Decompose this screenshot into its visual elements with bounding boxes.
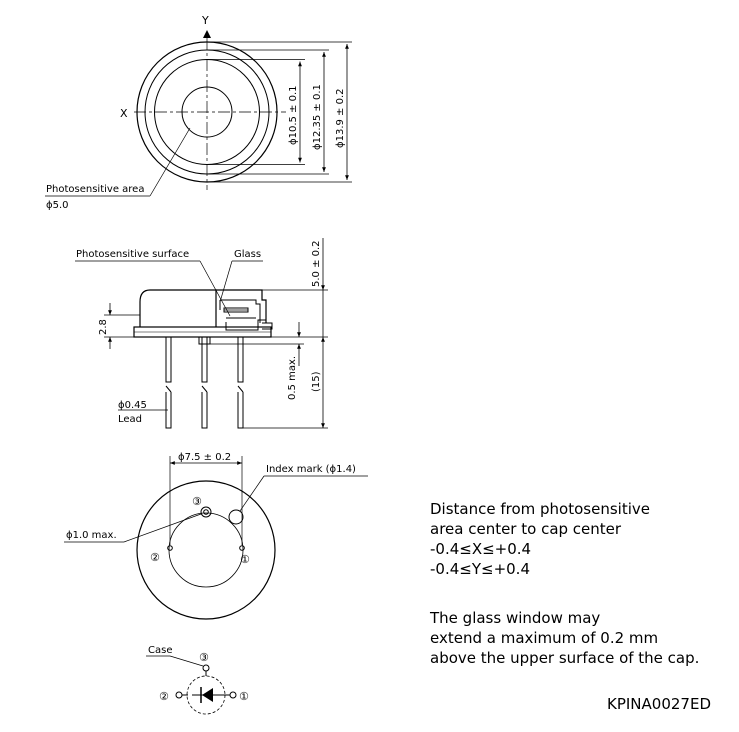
pin-3-dot bbox=[201, 507, 211, 517]
document-code: KPINA0027ED bbox=[607, 695, 711, 713]
note-line-1: Distance from photosensitive bbox=[430, 500, 650, 518]
cap-body bbox=[140, 290, 216, 327]
glass-label: Glass bbox=[234, 249, 262, 260]
axis-y-label: Y bbox=[202, 14, 209, 27]
note-line-3: -0.4≤X≤+0.4 bbox=[430, 540, 532, 558]
schematic bbox=[146, 645, 249, 714]
note-line-5: The glass window may bbox=[430, 609, 601, 627]
note-line-2: area center to cap center bbox=[430, 520, 622, 538]
side-view bbox=[75, 238, 328, 428]
case-label: Case bbox=[148, 645, 173, 656]
photosensitive-surface-label: Photosensitive surface bbox=[76, 249, 190, 260]
base-height-label: 2.8 bbox=[98, 319, 109, 335]
schematic-pin3-label: ③ bbox=[199, 651, 209, 664]
dim-inner-label: ϕ10.5 ± 0.1 bbox=[288, 85, 299, 145]
height-label: 5.0 ± 0.2 bbox=[311, 240, 322, 287]
note-line-4: -0.4≤Y≤+0.4 bbox=[430, 560, 530, 578]
top-view bbox=[45, 14, 352, 211]
pitch-label: ϕ7.5 ± 0.2 bbox=[178, 452, 232, 463]
lead-dia-label: ϕ0.45 bbox=[118, 400, 147, 411]
pin-max-label: ϕ1.0 max. bbox=[66, 530, 117, 541]
bottom-pin1-label: ① bbox=[240, 553, 250, 566]
photodiode-symbol bbox=[202, 688, 213, 702]
bottom-pin2-label: ② bbox=[150, 551, 160, 564]
axis-x-label: X bbox=[120, 107, 128, 120]
photosensitive-area-label: Photosensitive area bbox=[46, 184, 145, 195]
pin-2-dot bbox=[168, 546, 173, 551]
bottom-view bbox=[64, 452, 368, 619]
dim-middle-label: ϕ12.35 ± 0.1 bbox=[312, 84, 323, 150]
schematic-pin2-label: ② bbox=[159, 690, 169, 703]
pin-circle bbox=[169, 513, 243, 587]
photosensitive-dia-label: ϕ5.0 bbox=[46, 200, 69, 211]
index-mark bbox=[229, 510, 243, 524]
bottom-pin3-label: ③ bbox=[192, 495, 202, 508]
pin-1-dot bbox=[240, 546, 245, 551]
note-line-7: above the upper surface of the cap. bbox=[430, 649, 700, 667]
lead-label: Lead bbox=[118, 414, 143, 425]
schematic-pin1-label: ① bbox=[239, 690, 249, 703]
note-line-6: extend a maximum of 0.2 mm bbox=[430, 629, 659, 647]
index-mark-label: Index mark (ϕ1.4) bbox=[266, 464, 356, 475]
dim-outer-label: ϕ13.9 ± 0.2 bbox=[335, 88, 346, 148]
lead-length-label: (15) bbox=[311, 371, 322, 392]
lead-left bbox=[166, 337, 171, 382]
lead-offset-label: 0.5 max. bbox=[287, 355, 298, 400]
bottom-outer-circle bbox=[137, 481, 275, 619]
